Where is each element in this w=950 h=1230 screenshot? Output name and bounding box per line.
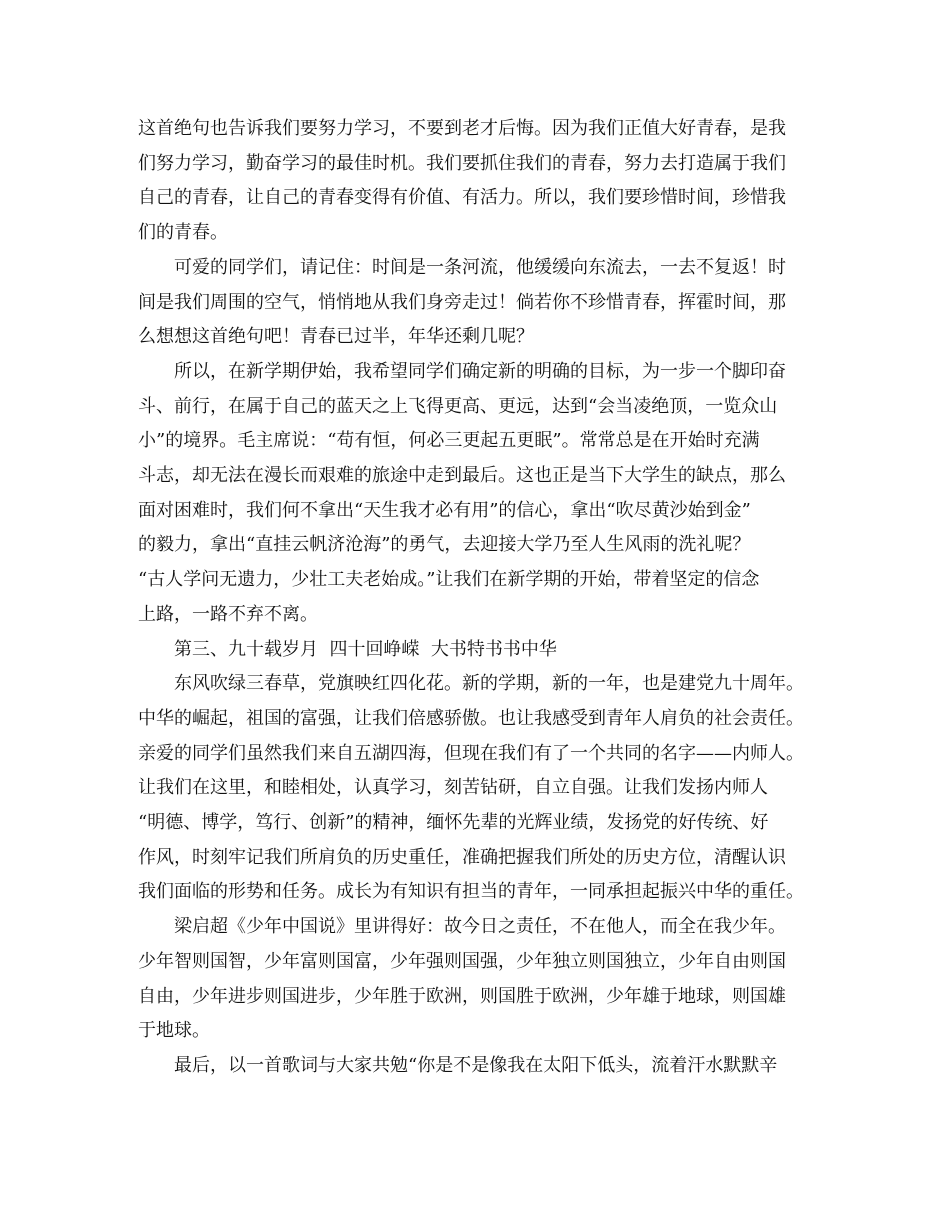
text-line: 让我们在这里，和睦相处，认真学习，刻苦钻研，自立自强。让我们发扬内师人 [138,777,768,799]
text-line: 上路，一路不弃不离。 [138,603,318,625]
text-line: 东风吹绿三春草，党旗映红四化花。新的学期，新的一年，也是建党九十周年。 [174,673,804,695]
text-line: 间是我们周围的空气，悄悄地从我们身旁走过！倘若你不珍惜青春，挥霍时间，那 [138,291,786,313]
paragraph-7 [138,1049,818,1084]
paragraph-5 [138,667,818,910]
text-line: 作风，时刻牢记我们所肩负的历史重任，准确把握我们所处的历史方位，清醒认识 [138,846,786,868]
paragraph-3 [138,355,818,633]
paragraph-1 [138,112,818,251]
text-line: 小”的境界。毛主席说：“苟有恒，何必三更起五更眠”。常常总是在开始时充满 [138,430,760,452]
text-line: 斗志，却无法在漫长而艰难的旅途中走到最后。这也正是当下大学生的缺点，那么 [138,465,786,487]
text-line: 们的青春。 [138,222,228,244]
section-heading [138,633,818,668]
text-line: “古人学问无遗力，少壮工夫老始成。”让我们在新学期的开始，带着坚定的信念 [138,569,760,591]
text-line: 所以，在新学期伊始，我希望同学们确定新的明确的目标，为一步一个脚印奋 [174,360,786,382]
text-line: 斗、前行，在属于自己的蓝天之上飞得更高、更远，达到“会当凌绝顶，一览众山 [138,395,778,417]
text-line: 中华的崛起，祖国的富强，让我们倍感骄傲。也让我感受到青年人肩负的社会责任。 [138,707,804,729]
text-line: “明德、博学，笃行、创新”的精神，缅怀先辈的光辉业绩，发扬党的好传统、好 [138,812,769,834]
paragraph-6 [138,910,818,1049]
paragraph-2 [138,251,818,355]
text-line: 最后，以一首歌词与大家共勉“你是不是像我在太阳下低头，流着汗水默默辛 [174,1054,778,1076]
text-line: 么想想这首绝句吧！青春已过半，年华还剩几呢？ [138,326,534,348]
text-line: 于地球。 [138,1020,210,1042]
text-line: 可爱的同学们，请记住：时间是一条河流，他缓缓向东流去，一去不复返！时 [174,256,786,278]
text-line: 这首绝句也告诉我们要努力学习，不要到老才后悔。因为我们正值大好青春，是我 [138,118,786,139]
document-body [138,112,818,1084]
text-line: 自由，少年进步则国进步，少年胜于欧洲，则国胜于欧洲，少年雄于地球，则国雄 [138,985,786,1007]
text-line: 梁启超《少年中国说》里讲得好：故今日之责任，不在他人，而全在我少年。 [174,916,786,938]
text-line: 亲爱的同学们虽然我们来自五湖四海，但现在我们有了一个共同的名字——内师人。 [138,742,804,764]
text-line: 我们面临的形势和任务。成长为有知识有担当的青年，一同承担起振兴中华的重任。 [138,881,804,903]
text-line: 面对困难时，我们何不拿出“天生我才必有用”的信心，拿出“吹尽黄沙始到金” [138,499,751,521]
text-line: 自己的青春，让自己的青春变得有价值、有活力。所以，我们要珍惜时间，珍惜我 [138,187,786,209]
text-line: 的毅力，拿出“直挂云帆济沧海”的勇气，去迎接大学乃至人生风雨的洗礼呢？ [138,534,751,556]
text-line: 少年智则国智，少年富则国富，少年强则国强，少年独立则国独立，少年自由则国 [138,950,786,972]
heading-line: 第三、九十载岁月 四十回峥嵘 大书特书书中华 [174,638,557,660]
text-line: 们努力学习，勤奋学习的最佳时机。我们要抓住我们的青春，努力去打造属于我们 [138,152,786,174]
